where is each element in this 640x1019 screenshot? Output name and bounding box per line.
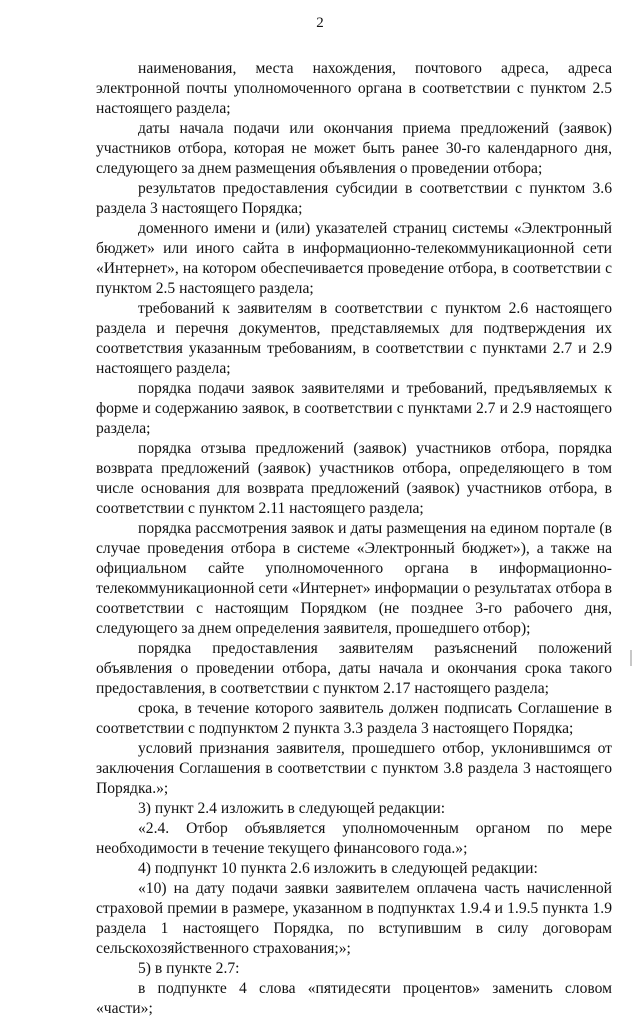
paragraph: результатов предоставления субсидии в соответствии с пунктом 3.6 раздела 3 настоящего Порядка;	[96, 180, 612, 217]
paragraph: 5) в пункте 2.7:	[138, 960, 240, 977]
paragraph: в подпункте 4 слова «пятидесяти процентов» заменить словом «части»;	[96, 980, 612, 1017]
paragraph: условий признания заявителя, прошедшего отбор, уклонившимся от заключения Соглашения в соответствии с пунктом 3.8 раздела 3 настоящего Порядка.»;	[96, 740, 612, 797]
paragraph: порядка подачи заявок заявителями и требований, предъявляемых к форме и содержанию заявок, в соответствии с пунктами 2.7 и 2.9 настоящего раздела;	[96, 380, 612, 437]
scan-artifact	[630, 650, 632, 666]
paragraph: порядка отзыва предложений (заявок) участников отбора, порядка возврата предложений (заявок) участников отбора, определяющего в том числе основания для возврата предложений (заявок) участников отбора, в соответствии с пунктом 2.11 настоящего раздела;	[96, 440, 612, 517]
paragraph: срока, в течение которого заявитель должен подписать Соглашение в соответствии с подпунктом 2 пункта 3.3 раздела 3 настоящего Порядка;	[96, 700, 612, 737]
page-number: 2	[316, 15, 324, 31]
paragraph: порядка рассмотрения заявок и даты размещения на едином портале (в случае проведения отбора в системе «Электронный бюджет»), а также на официальном сайте уполномоченного органа в информационно-телекоммуникационной сети «Интернет» информации о результатах отбора в соответствии с настоящим Порядком (не позднее 3-го рабочего дня, следующего за днем определения заявителя, прошедшего отбор);	[96, 520, 612, 637]
paragraph: доменного имени и (или) указателей страниц системы «Электронный бюджет» или иного сайта в информационно-телекоммуникационной сети «Интернет», на котором обеспечивается проведение отбора, в соответствии с пунктом 2.5 настоящего раздела;	[96, 220, 612, 297]
paragraph: порядка предоставления заявителям разъяснений положений объявления о проведении отбора, даты начала и окончания срока такого предоставления, в соответствии с пунктом 2.17 настоящего раздела;	[96, 640, 612, 697]
paragraph: даты начала подачи или окончания приема предложений (заявок) участников отбора, которая не может быть ранее 30-го календарного дня, следующего за днем размещения объявления о проведении отбора;	[96, 120, 612, 177]
paragraph: «10) на дату подачи заявки заявителем оплачена часть начисленной страховой премии в размере, указанном в подпунктах 1.9.4 и 1.9.5 пункта 1.9 раздела 1 настоящего Порядка, по вступившим в силу договорам сельскохозяйственного страхования;»;	[96, 880, 612, 957]
paragraph: «2.4. Отбор объявляется уполномоченным органом по мере необходимости в течение текущего финансового года.»;	[96, 820, 612, 857]
paragraph: наименования, места нахождения, почтового адреса, адреса электронной почты уполномоченного органа в соответствии с пунктом 2.5 настоящего раздела;	[96, 60, 612, 117]
paragraph: требований к заявителям в соответствии с пунктом 2.6 настоящего раздела и перечня документов, представляемых для подтверждения их соответствия указанным требованиям, в соответствии с пунктами 2.7 и 2.9 настоящего раздела;	[96, 300, 612, 377]
document-body	[96, 59, 612, 1019]
paragraph: 3) пункт 2.4 изложить в следующей редакции:	[138, 800, 446, 817]
paragraph: 4) подпункт 10 пункта 2.6 изложить в следующей редакции:	[138, 860, 538, 877]
